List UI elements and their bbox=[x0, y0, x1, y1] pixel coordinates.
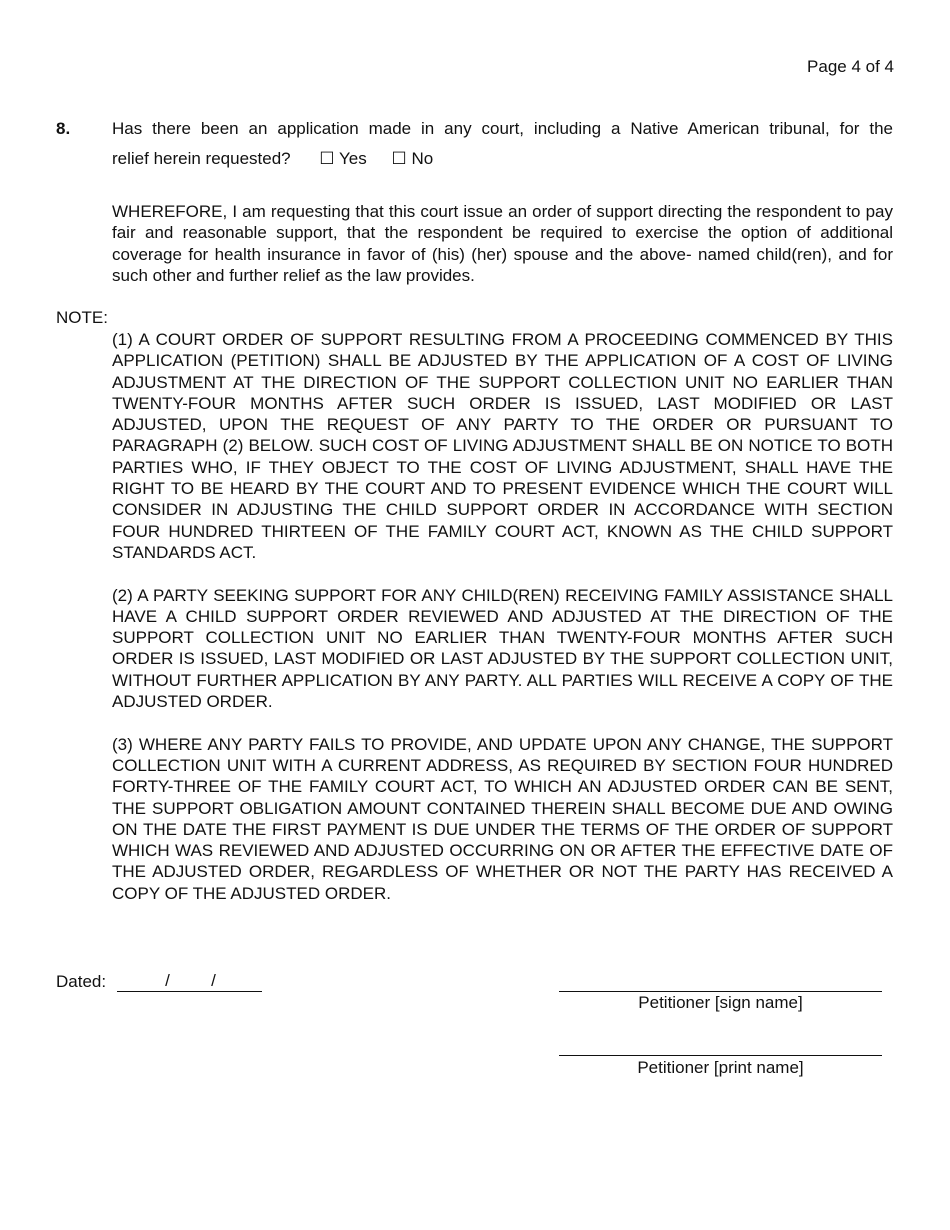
sign-name-line[interactable] bbox=[559, 991, 882, 992]
yes-checkbox[interactable]: ☐ Yes bbox=[319, 149, 367, 168]
dated-row bbox=[56, 972, 262, 992]
note-section bbox=[112, 329, 893, 925]
page-number: Page 4 of 4 bbox=[807, 57, 894, 76]
question-number: 8. bbox=[56, 119, 71, 138]
print-name-line[interactable] bbox=[559, 1055, 882, 1056]
question-text-line2-label: relief herein requested? bbox=[112, 149, 291, 168]
date-separator-2: / bbox=[211, 971, 216, 990]
question-text-line1: Has there been an application made in any court, including a Native American tribunal, for the bbox=[112, 119, 893, 138]
date-separator-1: / bbox=[165, 971, 170, 990]
note-paragraph-3: (3) WHERE ANY PARTY FAILS TO PROVIDE, AND UPDATE UPON ANY CHANGE, THE SUPPORT COLLECTION UNIT WITH A CURRENT ADDRESS, AS REQUIRED BY SECTION FOUR HUNDRED FORTY-THREE OF THE FAMILY COURT ACT, TO WHICH AN ADJUSTED ORDER CAN BE SENT, THE SUPPORT OBLIGATION AMOUNT CONTAINED THEREIN SHALL BECOME DUE AND OWING ON THE DATE THE FIRST PAYMENT IS DUE UNDER THE TERMS OF THE ORDER OF SUPPORT WHICH WAS REVIEWED AND ADJUSTED OCCURRING ON OR AFTER THE EFFECTIVE DATE OF THE ADJUSTED ORDER, REGARDLESS OF WHETHER OR NOT THE PARTY HAS RECEIVED A COPY OF THE ADJUSTED ORDER. bbox=[112, 734, 893, 903]
note-paragraph-2: (2) A PARTY SEEKING SUPPORT FOR ANY CHILD(REN) RECEIVING FAMILY ASSISTANCE SHALL HAVE A CHILD SUPPORT ORDER REVIEWED AND ADJUSTED AT THE DIRECTION OF THE SUPPORT COLLECTION UNIT NO EARLIER THAN TWENTY-FOUR MONTHS AFTER SUCH ORDER IS ISSUED, LAST MODIFIED OR LAST ADJUSTED BY THE SUPPORT COLLECTION UNIT, WITHOUT FURTHER APPLICATION BY ANY PARTY. ALL PARTIES WILL RECEIVE A COPY OF THE ADJUSTED ORDER. bbox=[112, 585, 893, 712]
wherefore-paragraph: WHEREFORE, I am requesting that this court issue an order of support directing the respondent to pay fair and reasonable support, that the respondent be required to exercise the option of additional coverage for health insurance in favor of (his) (her) spouse and the above- named child(ren), and for such other and further relief as the law provides. bbox=[112, 202, 893, 285]
dated-label: Dated: bbox=[56, 972, 107, 991]
print-name-label: Petitioner [print name] bbox=[637, 1058, 804, 1077]
sign-name-label: Petitioner [sign name] bbox=[638, 993, 803, 1012]
note-paragraph-1: (1) A COURT ORDER OF SUPPORT RESULTING FROM A PROCEEDING COMMENCED BY THIS APPLICATION (PETITION) SHALL BE ADJUSTED BY THE APPLICATION OF A COST OF LIVING ADJUSTMENT AT THE DIRECTION OF THE SUPPORT COLLECTION UNIT NO EARLIER THAN TWENTY-FOUR MONTHS AFTER SUCH ORDER IS ISSUED, LAST MODIFIED OR LAST ADJUSTED, UPON THE REQUEST OF ANY PARTY TO THE ORDER OR PURSUANT TO PARAGRAPH (2) BELOW. SUCH COST OF LIVING ADJUSTMENT SHALL BE ON NOTICE TO BOTH PARTIES WHO, IF THEY OBJECT TO THE COST OF LIVING ADJUSTMENT, SHALL HAVE THE RIGHT TO BE HEARD BY THE COURT AND TO PRESENT EVIDENCE WHICH THE COURT WILL CONSIDER IN ADJUSTING THE CHILD SUPPORT ORDER IN ACCORDANCE WITH SECTION FOUR HUNDRED THIRTEEN OF THE FAMILY COURT ACT, KNOWN AS THE CHILD SUPPORT STANDARDS ACT. bbox=[112, 330, 893, 562]
date-field[interactable] bbox=[117, 972, 262, 992]
note-label: NOTE: bbox=[56, 308, 108, 327]
question-text-line2 bbox=[112, 149, 893, 169]
no-checkbox[interactable]: ☐ No bbox=[391, 149, 434, 168]
